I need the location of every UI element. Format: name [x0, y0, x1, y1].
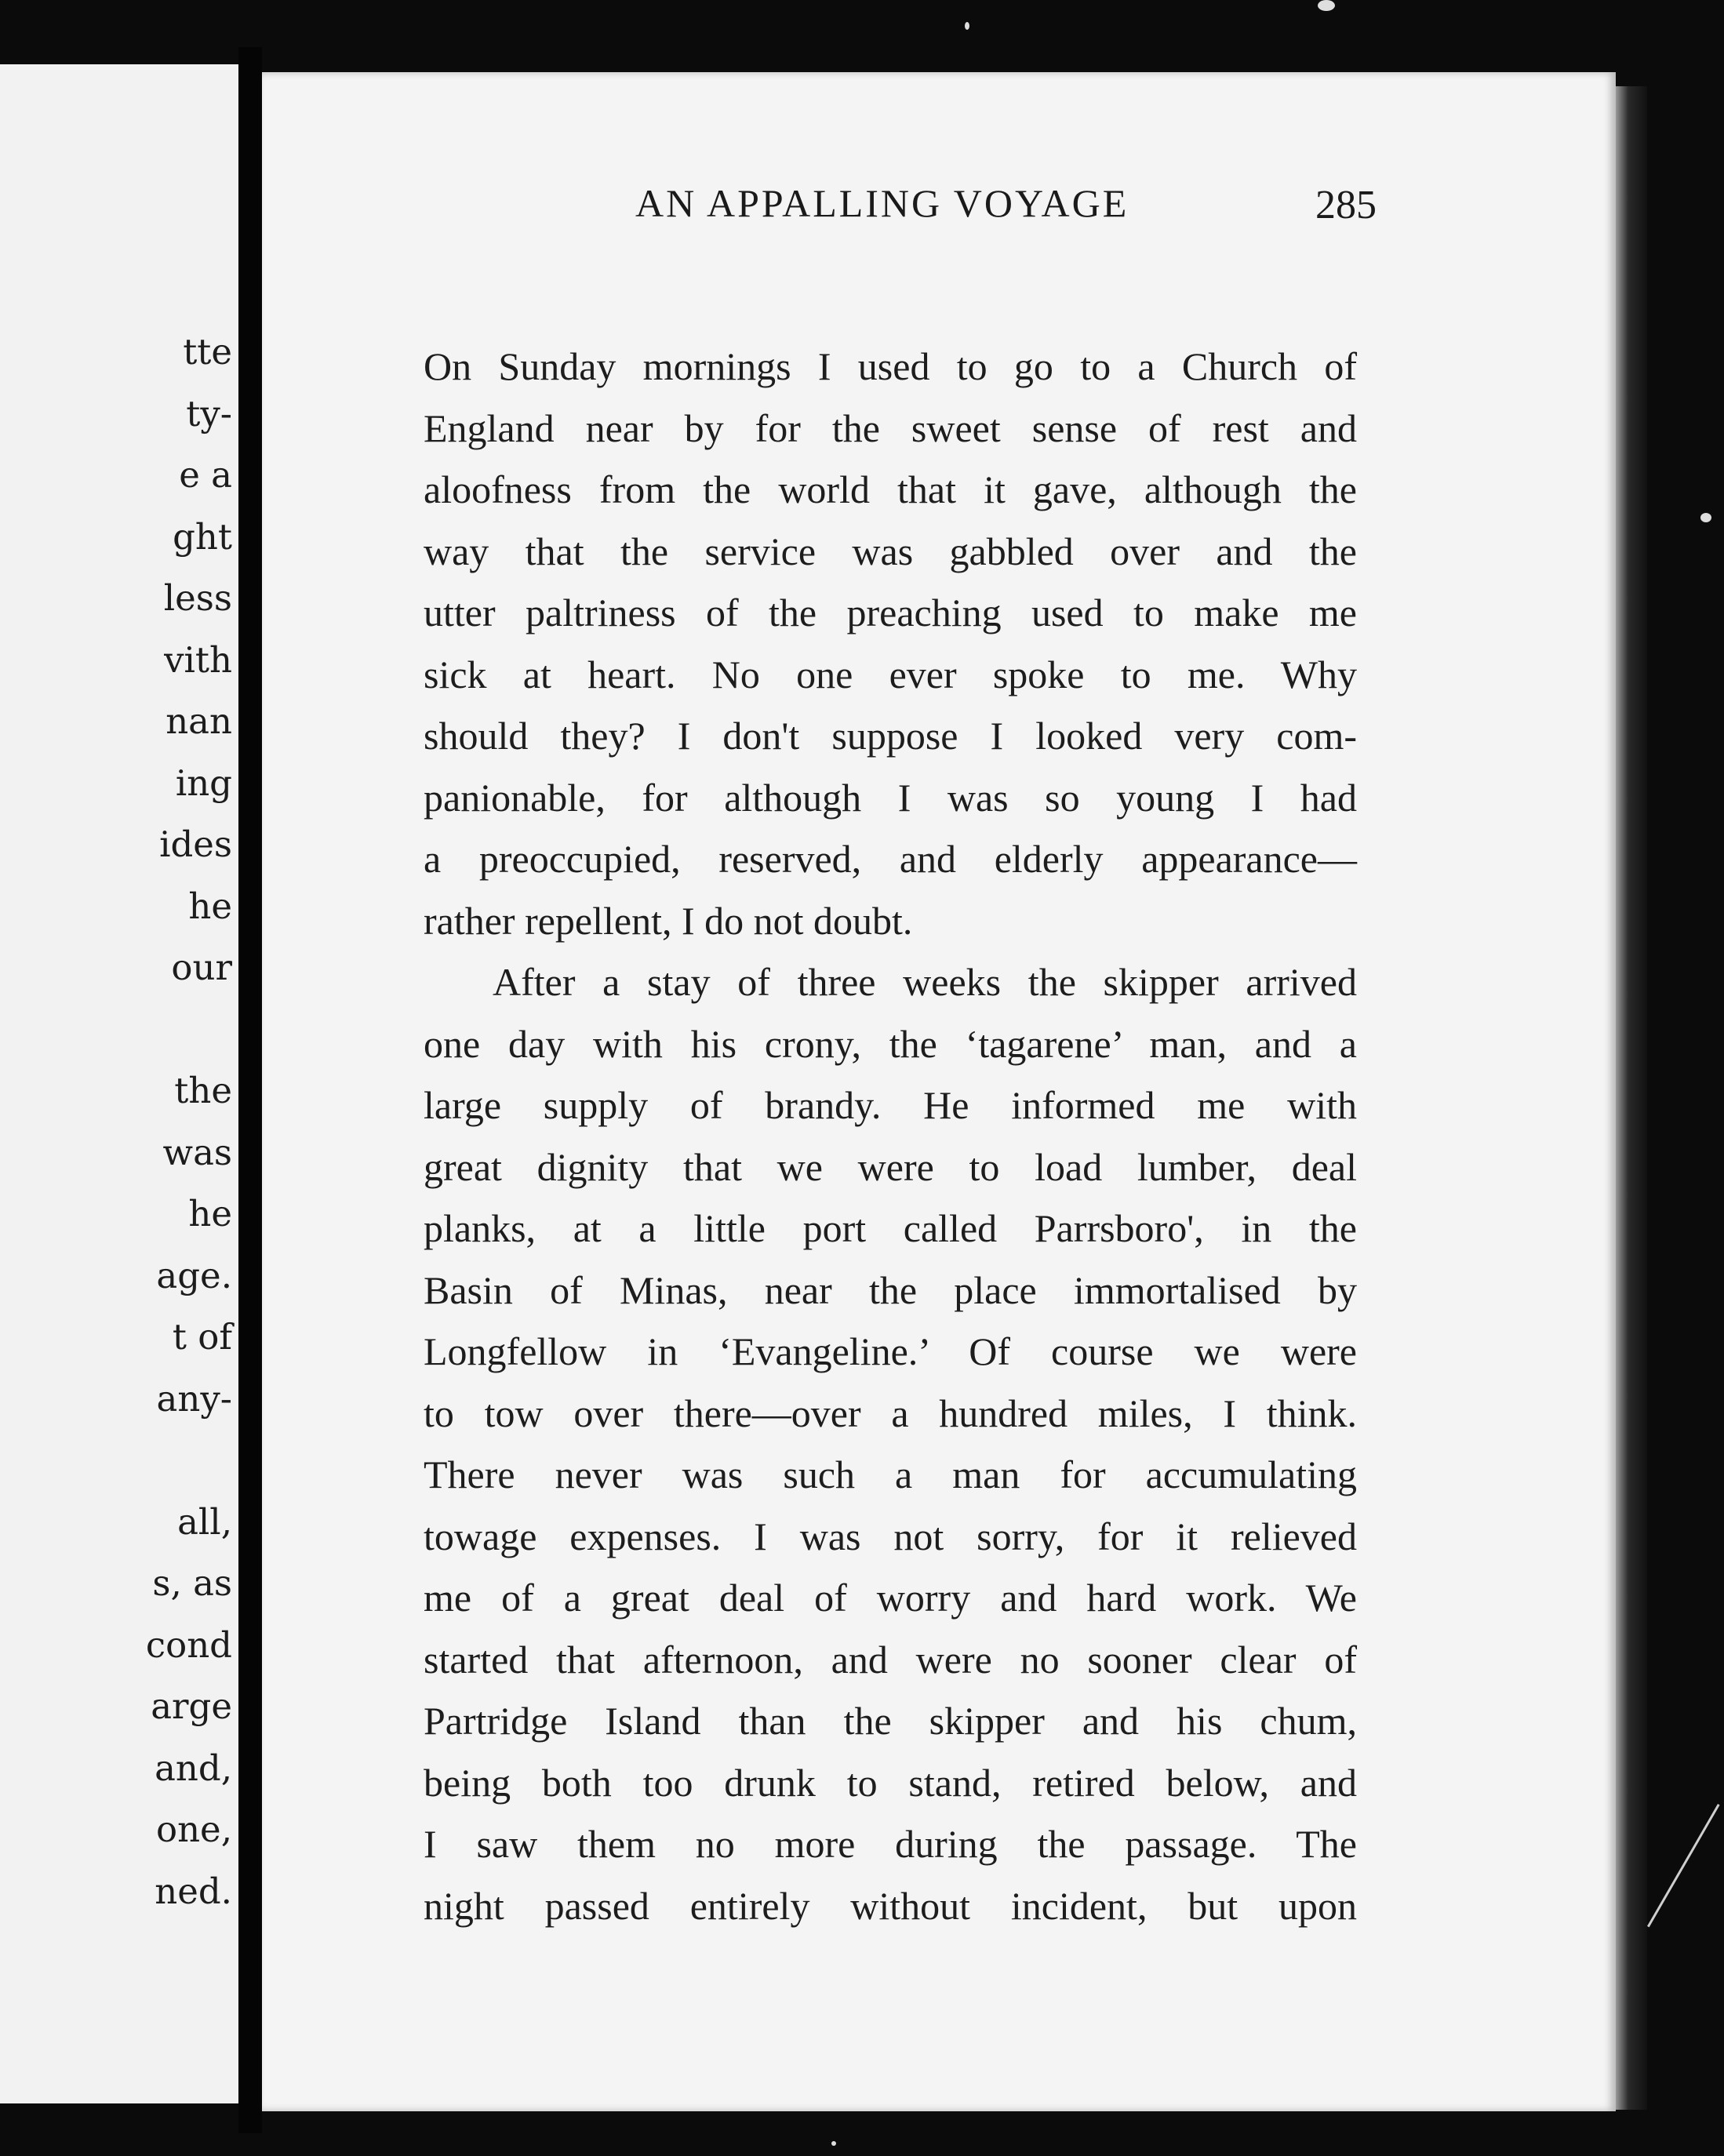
left-page-line: s, as	[152, 1562, 232, 1604]
left-page-line: any-	[156, 1377, 232, 1420]
text-line: After a stay of three weeks the skipper arrived	[493, 960, 1357, 1004]
text-line: started that afternoon, and were no sooner clear of	[424, 1637, 1357, 1682]
text-line: me of a great deal of worry and hard work. We	[424, 1576, 1357, 1620]
running-header	[373, 180, 1377, 235]
text-line: one day with his crony, the ‘tagarene’ man, and a	[424, 1021, 1357, 1066]
left-page-line: ing	[175, 762, 232, 804]
scan-speck	[1700, 513, 1711, 522]
scan-speck	[831, 2141, 836, 2146]
text-line: night passed entirely without incident, but upon	[424, 1883, 1357, 1928]
scan-speck	[1318, 0, 1335, 11]
page-edge	[1616, 86, 1647, 2110]
text-line: planks, at a little port called Parrsboro', in the	[424, 1206, 1357, 1250]
left-page-line: he	[188, 885, 232, 927]
text-line: towage expenses. I was not sorry, for it relieved	[424, 1514, 1357, 1558]
left-page-line: he	[188, 1193, 232, 1234]
left-page-line: age.	[156, 1254, 232, 1296]
page-number: 285	[1315, 183, 1377, 227]
text-line: rather repellent, I do not doubt.	[424, 898, 913, 943]
left-page-line: ght	[173, 515, 232, 558]
text-line: great dignity that we were to load lumber, deal	[424, 1144, 1357, 1189]
text-line: panionable, for although I was so young I had	[424, 775, 1357, 820]
left-page-line: our	[171, 947, 232, 988]
text-line: England near by for the sweet sense of rest and	[424, 405, 1357, 450]
running-title: AN APPALLING VOYAGE	[635, 181, 1129, 225]
left-page	[0, 64, 238, 2103]
text-line: to tow over there—over a hundred miles, I think.	[424, 1391, 1357, 1435]
text-line: sick at heart. No one ever spoke to me. Why	[424, 652, 1357, 696]
text-line: Basin of Minas, near the place immortalised by	[424, 1267, 1357, 1312]
left-page-line: t of	[172, 1316, 232, 1358]
scan-scratch	[1647, 1804, 1720, 1927]
book-gutter	[238, 47, 262, 2133]
scan-speck	[965, 22, 969, 30]
text-line: Partridge Island than the skipper and his chum,	[424, 1699, 1357, 1743]
left-page-line: ned.	[155, 1870, 232, 1912]
left-page-line: e a	[179, 454, 232, 496]
left-page-line: less	[163, 577, 232, 619]
text-line: large supply of brandy. He informed me with	[424, 1083, 1357, 1127]
left-page-line: the	[174, 1070, 232, 1111]
text-line: I saw them no more during the passage. The	[424, 1822, 1357, 1866]
text-line: On Sunday mornings I used to go to a Church of	[424, 344, 1357, 388]
left-page-line: and,	[155, 1747, 232, 1789]
text-line: Longfellow in ‘Evangeline.’ Of course we were	[424, 1329, 1357, 1373]
left-page-line: one,	[155, 1809, 232, 1850]
text-line: being both too drunk to stand, retired below, and	[424, 1760, 1357, 1805]
left-page-line: nan	[165, 700, 232, 742]
left-page-line: was	[162, 1131, 232, 1173]
text-line: a preoccupied, reserved, and elderly appearance—	[424, 837, 1357, 881]
body-text	[424, 336, 1357, 1936]
left-page-line: all,	[177, 1500, 232, 1543]
text-line: should they? I don't suppose I looked very com-	[424, 714, 1357, 758]
text-line: aloofness from the world that it gave, although the	[424, 467, 1357, 511]
left-page-line: arge	[151, 1685, 232, 1727]
left-page-line: tte	[183, 331, 232, 373]
left-page-line: ides	[159, 823, 232, 865]
left-page-line: vith	[164, 638, 232, 681]
text-line: There never was such a man for accumulating	[424, 1452, 1357, 1496]
left-page-line: cond	[145, 1623, 232, 1666]
text-line: utter paltriness of the preaching used to make me	[424, 591, 1357, 634]
left-page-line: ty-	[186, 392, 232, 434]
text-line: way that the service was gabbled over and the	[424, 529, 1357, 573]
